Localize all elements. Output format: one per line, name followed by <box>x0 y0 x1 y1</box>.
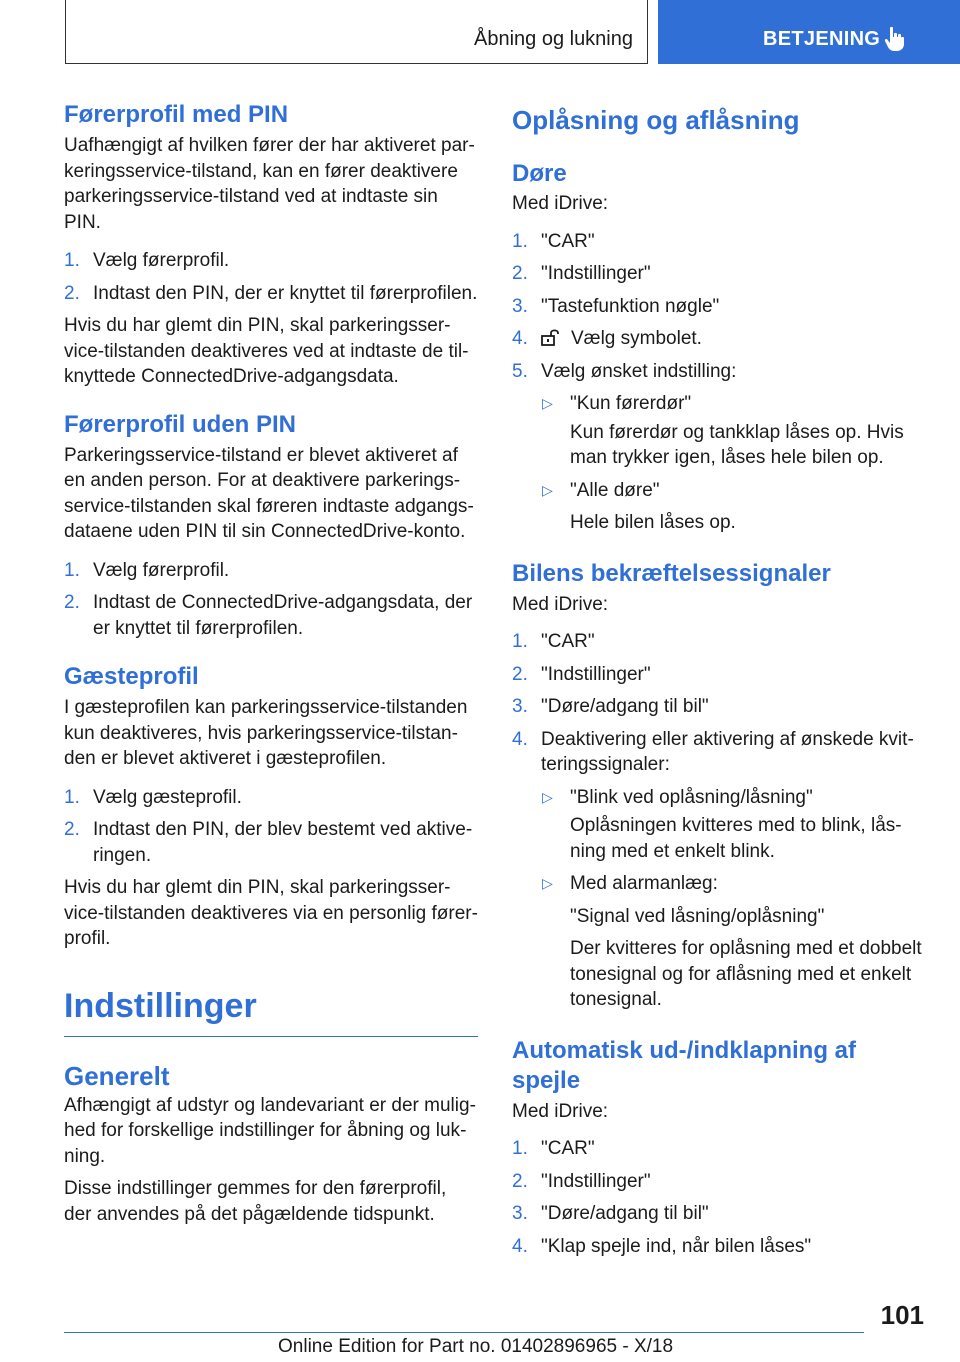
step-text: Deaktivering eller aktivering af ønskede kvitteringssignaler: <box>541 728 914 775</box>
section-title-confirmation-signals: Bilens bekræftelsessignaler <box>512 559 831 587</box>
step-text: "CAR" <box>541 230 595 252</box>
left-column <box>64 100 478 1227</box>
step-text: "CAR" <box>541 631 595 652</box>
section-title-driver-profile-no-pin: Førerprofil uden PIN <box>64 410 297 438</box>
bullet-arrow-icon: ▷ <box>542 875 553 891</box>
step-number: 2. <box>64 592 80 613</box>
step-number: 2. <box>512 263 528 284</box>
step-number: 3. <box>512 696 528 717</box>
bullet-text: Med alarmanlæg: <box>570 873 718 894</box>
paragraph: Afhængigt af udstyr og landevariant er der mulighed for forskellige indstillinger for åbning og lukning. <box>64 1094 476 1167</box>
list-item <box>64 281 478 307</box>
header-chapter-title: BETJENING <box>763 28 881 50</box>
step-text: "Tastefunktion nøgle" <box>541 295 720 317</box>
header-section-title: Åbning og lukning <box>473 28 633 50</box>
step-number: 4. <box>512 728 528 750</box>
step-list <box>64 558 478 642</box>
section-title-mirror-folding: Automatisk ud-/indklapning af spejle <box>512 1036 857 1094</box>
list-item <box>512 1169 926 1195</box>
step-text: "Indstillinger" <box>541 663 651 685</box>
paragraph: Parkeringsservice-tilstand er blevet aktiveret af en anden person. For at deaktivere parkeringsservice-tilstanden skal føreren indtaste adgangsdataene uden PIN til sin ConnectedDrive-konto. <box>64 444 474 542</box>
list-item <box>512 261 926 287</box>
bullet-description: Oplåsningen kvitteres med to blink, låsning med et enkelt blink. <box>570 815 902 862</box>
step-number: 1. <box>64 250 80 271</box>
step-text: "CAR" <box>541 1138 595 1159</box>
unlock-icon <box>541 328 563 346</box>
step-text: Indtast den PIN, der er knyttet til førerprofilen. <box>93 282 478 304</box>
step-list <box>512 229 926 417</box>
chapter-heading-settings: Indstillinger <box>64 984 478 1037</box>
step-text: "Klap spejle ind, når bilen låses" <box>541 1235 812 1257</box>
section-heading-unlock-lock: Oplåsning og aflåsning <box>512 105 800 135</box>
step-list <box>64 248 478 306</box>
header-section-box <box>65 0 648 64</box>
list-item <box>512 1234 926 1260</box>
right-column <box>512 100 926 1259</box>
list-item <box>64 817 478 868</box>
step-list <box>64 785 478 869</box>
step-number: 1. <box>512 1138 528 1159</box>
paragraph: Med iDrive: <box>512 1100 609 1122</box>
hand-pointer-icon <box>884 26 906 52</box>
bullet-list <box>512 478 926 504</box>
step-text: "Døre/adgang til bil" <box>541 696 709 717</box>
list-item <box>512 727 926 778</box>
step-text: Indtast den PIN, der blev bestemt ved aktiveringen. <box>93 819 473 866</box>
step-text: Vælg førerprofil. <box>93 559 230 581</box>
step-number: 1. <box>64 786 80 808</box>
step-number: 3. <box>512 295 528 317</box>
step-text: "Indstillinger" <box>541 1170 651 1192</box>
step-list <box>512 629 926 810</box>
footer-edition: Online Edition for Part no. 01402896965 - X/18 <box>278 1336 674 1357</box>
section-title-general: Generelt <box>64 1060 170 1091</box>
bullet-text: "Kun førerdør" <box>570 393 692 414</box>
list-item <box>512 694 926 720</box>
paragraph: Hvis du har glemt din PIN, skal parkeringsservice-tilstanden deaktiveres ved at indtaste de tilknyttede ConnectedDrive-adgangsdata. <box>64 315 469 387</box>
step-text: Vælg førerprofil. <box>93 250 230 271</box>
paragraph: Hvis du har glemt din PIN, skal parkeringsservice-tilstanden deaktiveres via en personlig førerprofil. <box>64 877 478 949</box>
bullet-list <box>512 871 926 897</box>
bullet-item <box>512 391 926 417</box>
paragraph: I gæsteprofilen kan parkeringsservice-tilstanden kun deaktiveres, hvis parkeringsservice-tilstanden er blevet aktiveret i gæsteprofilen. <box>64 697 468 769</box>
step-number: 4. <box>512 328 528 349</box>
paragraph: Uafhængigt af hvilken fører der har aktiveret parkeringsservice-tilstand, kan en fører deaktivere parkeringsservice-tilstand ved at indtaste sin PIN. <box>64 135 475 233</box>
bullet-description: Kun førerdør og tankklap låses op. Hvis man trykker igen, låses hele bilen op. <box>570 421 904 468</box>
step-number: 3. <box>512 1203 528 1224</box>
step-list <box>512 1136 926 1259</box>
header-chapter-tab <box>658 0 960 64</box>
step-number: 1. <box>64 559 80 581</box>
step-number: 5. <box>512 360 528 382</box>
list-item <box>64 590 478 641</box>
step-text: "Døre/adgang til bil" <box>541 1203 709 1224</box>
list-item <box>512 1136 926 1162</box>
list-item <box>512 294 926 320</box>
step-number: 2. <box>64 819 80 840</box>
bullet-item <box>512 871 926 897</box>
step-text: "Indstillinger" <box>541 263 651 284</box>
bullet-arrow-icon: ▷ <box>542 395 553 411</box>
list-item <box>512 662 926 688</box>
step-text: Indtast de ConnectedDrive-adgangsdata, der er knyttet til førerprofilen. <box>93 592 473 639</box>
step-number: 4. <box>512 1235 528 1257</box>
list-item <box>64 785 478 811</box>
bullet-description: Hele bilen låses op. <box>570 512 736 533</box>
list-item <box>64 558 478 584</box>
step-text: Vælg gæsteprofil. <box>93 786 242 808</box>
section-title-guest-profile: Gæsteprofil <box>64 663 199 690</box>
step-text: Vælg ønsket indstilling: <box>541 360 737 382</box>
section-title-driver-profile-pin: Førerprofil med PIN <box>64 101 289 128</box>
list-item <box>512 359 926 385</box>
paragraph: Med iDrive: <box>512 193 609 214</box>
step-number: 2. <box>512 663 528 685</box>
paragraph: Disse indstillinger gemmes for den førerprofil, der anvendes på det pågældende tidspunkt. <box>64 1178 447 1225</box>
paragraph: Med iDrive: <box>512 593 609 615</box>
page-number: 101 <box>880 1300 924 1330</box>
bullet-text: "Blink ved oplåsning/låsning" <box>570 786 813 808</box>
bullet-arrow-icon: ▷ <box>542 788 553 805</box>
bullet-item <box>512 785 926 811</box>
step-text: Vælg symbolet. <box>571 328 702 349</box>
list-item <box>512 629 926 655</box>
step-number: 1. <box>512 631 528 652</box>
list-item <box>64 248 478 274</box>
bullet-item <box>512 478 926 504</box>
list-item <box>512 229 926 255</box>
footer-divider <box>64 1332 864 1333</box>
section-title-doors: Døre <box>512 160 567 187</box>
list-item <box>512 1201 926 1227</box>
step-number: 2. <box>512 1170 528 1192</box>
bullet-text: "Alle døre" <box>570 479 660 501</box>
bullet-option: "Signal ved låsning/oplåsning" <box>570 905 825 927</box>
step-number: 2. <box>64 282 80 304</box>
bullet-arrow-icon: ▷ <box>542 481 553 498</box>
bullet-description: Der kvitteres for oplåsning med et dobbelt tonesignal og for aflåsning med et enkelt tonesignal. <box>570 938 922 1010</box>
list-item <box>512 326 926 352</box>
step-number: 1. <box>512 230 528 252</box>
